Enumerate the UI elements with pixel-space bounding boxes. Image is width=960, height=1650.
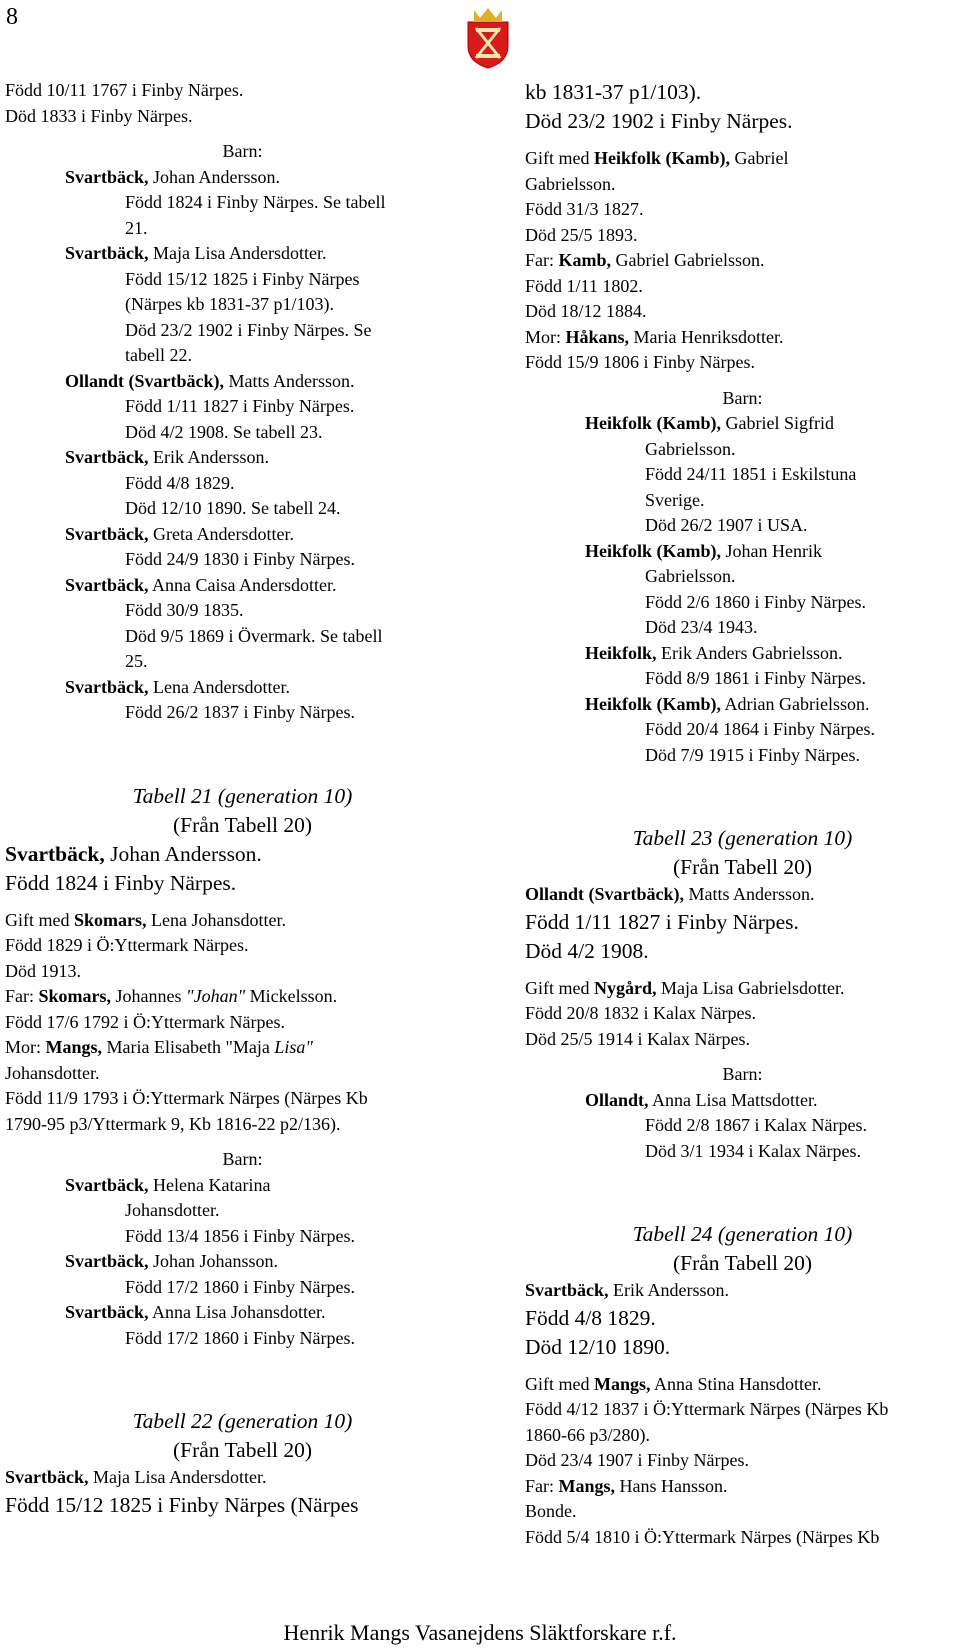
- given-name: Adrian Gabrielsson.: [721, 693, 870, 714]
- far-line: [5, 984, 480, 1010]
- spouse-given: Lena Johansdotter.: [146, 909, 286, 930]
- given-name: Gabriel Sigfrid: [721, 413, 834, 433]
- table-from: (Från Tabell 20): [172, 1438, 312, 1462]
- far-given: Gabriel Gabrielsson.: [611, 250, 765, 270]
- given-name: Greta Andersdotter.: [148, 523, 294, 544]
- table-heading: [5, 1407, 480, 1436]
- mor-detail: Född 15/9 1806 i Finby Närpes.: [525, 352, 756, 372]
- mor-nickname: Lisa": [274, 1037, 313, 1057]
- table-from: (Från Tabell 20): [172, 812, 312, 837]
- person-date: Död 4/2 1908.: [525, 938, 649, 963]
- child-name: [5, 445, 480, 471]
- mor-given: Maria Elisabeth "Maja: [102, 1037, 275, 1057]
- barn-label: Barn:: [222, 1149, 263, 1169]
- table-heading-text: Tabell 22 (generation 10): [132, 1409, 353, 1433]
- table-heading: [525, 1220, 960, 1249]
- child-name: [5, 165, 480, 191]
- given-name: Johan Johansson.: [148, 1251, 279, 1271]
- child-name: [525, 692, 960, 718]
- barn-label: Barn:: [722, 1064, 763, 1084]
- child-detail: Död 26/2 1907 i USA.: [645, 515, 808, 535]
- spouse-detail: Död 1913.: [5, 960, 81, 981]
- far-detail: Död 18/12 1884.: [525, 301, 647, 321]
- far-line: [525, 1474, 960, 1500]
- child-name-cont: Johansdotter.: [125, 1200, 220, 1220]
- person-date: Född 4/8 1829.: [525, 1305, 656, 1330]
- far-detail: Född 17/6 1792 i Ö:Yttermark Närpes.: [5, 1011, 285, 1032]
- continued-line: Död 23/2 1902 i Finby Närpes.: [525, 109, 793, 133]
- mor-label: Mor:: [5, 1037, 46, 1057]
- child-name: [5, 1173, 480, 1199]
- far-surname: Skomars,: [38, 986, 112, 1006]
- spouse-given: Gabriel: [730, 148, 789, 168]
- surname: Svartbäck,: [65, 1174, 149, 1195]
- spouse-detail: Född 20/8 1832 i Kalax Närpes.: [525, 1003, 756, 1023]
- child-name: [5, 1249, 480, 1275]
- child-detail: Död 23/2 1902 i Finby Närpes. Se: [125, 319, 372, 340]
- surname: Svartbäck,: [65, 523, 149, 544]
- child-detail: Född 13/4 1856 i Finby Närpes.: [125, 1225, 356, 1246]
- child-name-cont: Gabrielsson.: [645, 566, 736, 586]
- spouse-surname: Nygård,: [594, 977, 657, 998]
- far-surname: Kamb,: [558, 250, 612, 270]
- child-detail: Född 17/2 1860 i Finby Närpes.: [125, 1276, 356, 1297]
- coat-of-arms-icon: [462, 6, 514, 70]
- left-column: [5, 78, 480, 1520]
- mor-label: Mor:: [525, 326, 566, 347]
- spouse-detail: 1860-66 p3/280).: [525, 1424, 650, 1445]
- child-name: [525, 1088, 960, 1114]
- child-name: [5, 1300, 480, 1326]
- spouse-given: Anna Stina Hansdotter.: [650, 1373, 822, 1394]
- mor-given: Maria Henriksdotter.: [629, 326, 784, 347]
- page-number: 8: [6, 4, 18, 30]
- table-from: (Från Tabell 20): [672, 1251, 812, 1275]
- far-detail: Född 1/11 1802.: [525, 275, 643, 296]
- given-name: Anna Lisa Johansdotter.: [148, 1302, 326, 1322]
- given-name: Matts Andersson.: [684, 884, 815, 904]
- person-born: Född 1824 i Finby Närpes.: [5, 870, 237, 895]
- spouse-line: [525, 1372, 960, 1398]
- surname: Svartbäck,: [65, 166, 149, 187]
- mor-line: [525, 325, 960, 351]
- child-detail: Död 23/4 1943.: [645, 617, 758, 637]
- spouse-given: Maja Lisa Gabrielsdotter.: [656, 977, 845, 998]
- given-name: Helena Katarina: [148, 1174, 271, 1195]
- surname: Heikfolk,: [585, 642, 657, 663]
- child-detail: tabell 22.: [125, 345, 192, 365]
- mor-surname: Håkans,: [565, 326, 630, 347]
- table-heading-text: Tabell 24 (generation 10): [632, 1222, 853, 1246]
- child-detail: Född 1/11 1827 i Finby Närpes.: [125, 396, 355, 416]
- mor-detail: Född 11/9 1793 i Ö:Yttermark Närpes (Närpes Kb: [5, 1088, 368, 1108]
- given-name: Johan Andersson.: [148, 166, 281, 187]
- child-detail: Född 15/12 1825 i Finby Närpes: [125, 268, 360, 289]
- spouse-label: Gift med: [525, 977, 594, 998]
- spouse-detail: Född 1829 i Ö:Yttermark Närpes.: [5, 935, 249, 955]
- given-name: Erik Andersson.: [148, 447, 270, 467]
- barn-label: Barn:: [722, 387, 763, 408]
- surname: Svartbäck,: [65, 1302, 149, 1322]
- intro-line: Född 10/11 1767 i Finby Närpes.: [5, 80, 244, 100]
- barn-label: Barn:: [222, 141, 263, 161]
- far-label: Far:: [525, 1475, 559, 1496]
- far-detail: Bonde.: [525, 1501, 577, 1521]
- given-name: Matts Andersson.: [224, 370, 355, 391]
- far-given: Hans Hansson.: [615, 1475, 728, 1496]
- far-detail: Född 5/4 1810 i Ö:Yttermark Närpes (Närpes Kb: [525, 1526, 880, 1547]
- surname: Heikfolk (Kamb),: [585, 413, 722, 433]
- mor-detail: 1790-95 p3/Yttermark 9, Kb 1816-22 p2/136).: [5, 1113, 341, 1134]
- spouse-line: [5, 908, 480, 934]
- person-date: Död 12/10 1890.: [525, 1334, 671, 1359]
- child-detail: Född 1824 i Finby Närpes. Se tabell: [125, 192, 386, 212]
- child-detail: Död 3/1 1934 i Kalax Närpes.: [645, 1140, 861, 1161]
- surname: Ollandt,: [585, 1089, 649, 1110]
- far-nickname: "Johan": [186, 986, 246, 1006]
- far-label: Far:: [5, 986, 39, 1006]
- child-detail: Född 24/11 1851 i Eskilstuna: [645, 464, 857, 484]
- child-detail: Född 20/4 1864 i Finby Närpes.: [645, 719, 876, 739]
- child-name: [5, 675, 480, 701]
- spouse-detail: Död 23/4 1907 i Finby Närpes.: [525, 1450, 749, 1470]
- spouse-line-cont: Gabrielsson.: [525, 173, 616, 194]
- child-detail: Död 9/5 1869 i Övermark. Se tabell: [125, 625, 383, 646]
- table-heading: [525, 824, 960, 853]
- surname: Svartbäck,: [5, 841, 105, 866]
- child-detail: Född 17/2 1860 i Finby Närpes.: [125, 1327, 356, 1348]
- given-name: Erik Andersson.: [608, 1280, 730, 1300]
- spouse-detail: Död 25/5 1893.: [525, 224, 638, 245]
- spouse-surname: Skomars,: [74, 909, 147, 930]
- intro-line: Död 1833 i Finby Närpes.: [5, 105, 193, 126]
- table-heading-text: Tabell 21 (generation 10): [132, 783, 353, 808]
- person-name: [5, 1465, 480, 1491]
- spouse-detail: Död 25/5 1914 i Kalax Närpes.: [525, 1028, 750, 1049]
- far-label: Far:: [525, 250, 559, 270]
- far-given-end: Mickelsson.: [245, 986, 338, 1006]
- child-name: [525, 411, 960, 437]
- given-name: Anna Caisa Andersdotter.: [148, 574, 337, 595]
- surname: Ollandt (Svartbäck),: [65, 370, 225, 391]
- child-detail: Född 24/9 1830 i Finby Närpes.: [125, 549, 356, 569]
- surname: Svartbäck,: [65, 243, 149, 263]
- given-name: Anna Lisa Mattsdotter.: [648, 1089, 818, 1110]
- child-detail: 21.: [125, 217, 148, 238]
- surname: Svartbäck,: [65, 447, 149, 467]
- mor-surname: Mangs,: [45, 1037, 103, 1057]
- child-name: [5, 573, 480, 599]
- child-detail: (Närpes kb 1831-37 p1/103).: [125, 294, 334, 314]
- surname: Svartbäck,: [65, 1251, 149, 1271]
- person-name: [525, 882, 960, 908]
- child-detail: Född 4/8 1829.: [125, 472, 235, 493]
- child-detail: Född 8/9 1861 i Finby Närpes.: [645, 668, 867, 688]
- given-name: Johan Henrik: [721, 540, 822, 561]
- given-name: Lena Andersdotter.: [148, 676, 290, 697]
- given-name: Maja Lisa Andersdotter.: [88, 1467, 267, 1487]
- given-name: Erik Anders Gabrielsson.: [656, 642, 843, 663]
- child-detail: Sverige.: [645, 489, 705, 510]
- person-date: Född 1/11 1827 i Finby Närpes.: [525, 909, 799, 934]
- spouse-surname: Heikfolk (Kamb),: [594, 148, 731, 168]
- mor-line-cont: Johansdotter.: [5, 1062, 100, 1083]
- given-name: Maja Lisa Andersdotter.: [148, 243, 327, 263]
- surname: Ollandt (Svartbäck),: [525, 884, 685, 904]
- spouse-detail: Född 31/3 1827.: [525, 199, 644, 219]
- mor-line: [5, 1035, 480, 1061]
- spouse-line: [525, 146, 960, 172]
- surname: Heikfolk (Kamb),: [585, 693, 722, 714]
- table-heading-text: Tabell 23 (generation 10): [632, 826, 853, 850]
- surname: Heikfolk (Kamb),: [585, 540, 722, 561]
- child-name: [525, 641, 960, 667]
- continued-line: kb 1831-37 p1/103).: [525, 80, 702, 104]
- child-detail: Död 12/10 1890. Se tabell 24.: [125, 498, 341, 518]
- table-from: (Från Tabell 20): [672, 855, 812, 879]
- child-name: [5, 241, 480, 267]
- surname: Svartbäck,: [525, 1280, 609, 1300]
- child-detail: Död 7/9 1915 i Finby Närpes.: [645, 744, 860, 765]
- table-heading: [5, 782, 480, 811]
- surname: Svartbäck,: [65, 574, 149, 595]
- child-name-cont: Gabrielsson.: [645, 438, 736, 459]
- child-name: [525, 539, 960, 565]
- person-name: [5, 840, 480, 869]
- child-detail: Född 30/9 1835.: [125, 600, 244, 620]
- person-born: Född 15/12 1825 i Finby Närpes (Närpes: [5, 1492, 359, 1517]
- child-name: [5, 522, 480, 548]
- child-detail: 25.: [125, 651, 148, 671]
- right-column: [525, 78, 960, 1550]
- given-name: Johan Andersson.: [104, 841, 262, 866]
- spouse-line: [525, 976, 960, 1002]
- child-detail: Född 2/6 1860 i Finby Närpes.: [645, 591, 867, 612]
- spouse-label: Gift med: [525, 1373, 594, 1394]
- child-detail: Född 26/2 1837 i Finby Närpes.: [125, 702, 356, 722]
- surname: Svartbäck,: [5, 1467, 89, 1487]
- child-name: [5, 369, 480, 395]
- spouse-label: Gift med: [5, 909, 74, 930]
- far-line: [525, 248, 960, 274]
- spouse-surname: Mangs,: [594, 1373, 651, 1394]
- child-detail: Död 4/2 1908. Se tabell 23.: [125, 421, 323, 442]
- person-name: [525, 1278, 960, 1304]
- page-footer: Henrik Mangs Vasanejdens Släktforskare r.f.: [283, 1620, 677, 1645]
- child-detail: Född 2/8 1867 i Kalax Närpes.: [645, 1115, 867, 1135]
- far-given: Johannes: [111, 986, 187, 1006]
- spouse-label: Gift med: [525, 148, 594, 168]
- surname: Svartbäck,: [65, 676, 149, 697]
- spouse-detail: Född 4/12 1837 i Ö:Yttermark Närpes (Närpes Kb: [525, 1399, 889, 1419]
- far-surname: Mangs,: [558, 1475, 616, 1496]
